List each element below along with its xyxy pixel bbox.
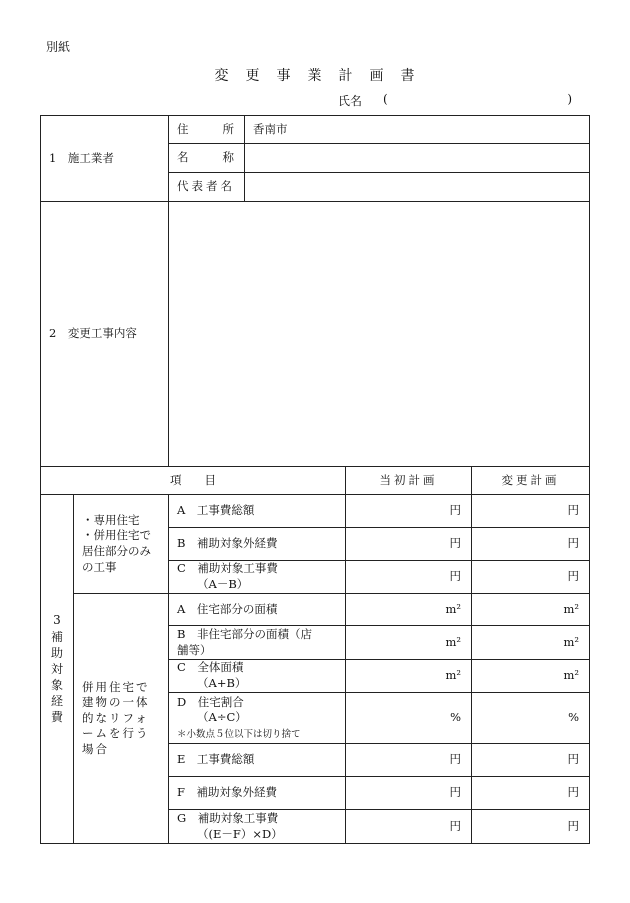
g2-row-b-line1: B 非住宅部分の面積（店	[177, 626, 312, 641]
sqm-unit: m²	[563, 668, 580, 683]
g1-row-b-label: B 補助対象外経費	[169, 528, 346, 561]
group1-line: ・専用住宅	[82, 512, 140, 527]
g2-row-f-changed[interactable]: 円	[472, 777, 590, 810]
page-title	[0, 65, 630, 85]
g2-row-b-line2: 舗等）	[177, 642, 212, 657]
g2-row-c-changed[interactable]	[472, 660, 590, 693]
close-paren: )	[567, 92, 572, 106]
annex-label: 別紙	[46, 40, 71, 54]
vertical-char: 補	[50, 629, 63, 644]
g2-row-g-label	[169, 810, 346, 844]
change-content-area[interactable]	[169, 202, 590, 467]
group1-description	[74, 495, 169, 594]
company-name-value[interactable]	[245, 144, 590, 173]
g1-row-a-label: A 工事費総額	[169, 495, 346, 528]
g2-row-d-initial[interactable]: %	[346, 693, 472, 744]
g2-row-e-changed[interactable]: 円	[472, 744, 590, 777]
title-char: 変	[214, 68, 230, 84]
representative-label: 代表者名	[169, 173, 245, 202]
g2-row-c-label	[169, 660, 346, 693]
group1-line: 居住部分のみ	[82, 544, 151, 558]
group2-description	[74, 594, 169, 844]
g2-row-f-label: F 補助対象外経費	[169, 777, 346, 810]
company-name-label-char: 名	[177, 150, 189, 165]
g1-row-b-initial[interactable]: 円	[346, 528, 472, 561]
item-header: 項 目	[41, 467, 346, 495]
representative-value[interactable]	[245, 173, 590, 202]
vertical-char: 3	[53, 613, 61, 628]
group2-line: 的なリフォ	[82, 710, 149, 725]
g2-row-f-initial[interactable]: 円	[346, 777, 472, 810]
g2-row-d-line2: （A÷C）	[197, 710, 247, 725]
applicant-name-line[interactable]	[338, 92, 578, 109]
open-paren: (	[383, 92, 388, 106]
address-label-char: 所	[222, 121, 235, 136]
g2-row-g-initial[interactable]: 円	[346, 810, 472, 844]
g2-row-b-initial[interactable]	[346, 626, 472, 660]
vertical-char: 経	[50, 694, 63, 709]
title-char: 更	[245, 68, 261, 84]
g2-row-d-note: ＊小数点５位以下は切り捨て	[177, 728, 301, 740]
title-char: 計	[338, 68, 354, 84]
plan-form-table	[40, 115, 590, 844]
g1-row-a-initial[interactable]: 円	[346, 495, 472, 528]
vertical-char: 象	[50, 678, 63, 693]
g2-row-b-changed[interactable]	[472, 626, 590, 660]
group1-line: の工事	[82, 559, 117, 574]
g2-row-e-label: E 工事費総額	[169, 744, 346, 777]
section3-vertical-label	[41, 495, 74, 844]
section1-label: 1 施工業者	[41, 116, 169, 202]
title-char: 書	[400, 68, 416, 84]
sqm-unit: m²	[445, 668, 462, 683]
g2-row-c-line1: C 全体面積	[177, 660, 244, 675]
address-label-char: 住	[177, 121, 189, 136]
title-char: 画	[369, 68, 385, 84]
group2-line: 建物の一体	[82, 695, 150, 710]
sqm-unit: m²	[445, 634, 462, 649]
g1-row-b-changed[interactable]: 円	[472, 528, 590, 561]
g2-row-g-changed[interactable]: 円	[472, 810, 590, 844]
g2-row-b-label	[169, 626, 346, 660]
g2-row-e-initial[interactable]: 円	[346, 744, 472, 777]
g2-row-d-label	[169, 693, 346, 744]
g1-row-c-label	[169, 561, 346, 594]
company-name-label-char: 称	[222, 150, 235, 165]
address-label-cell	[169, 116, 245, 144]
group1-line: ・併用住宅で	[82, 528, 151, 543]
initial-plan-header: 当初計画	[346, 467, 472, 495]
g1-row-c-initial[interactable]: 円	[346, 561, 472, 594]
g2-row-a-label: A 住宅部分の面積	[169, 594, 346, 626]
sqm-unit: m²	[563, 601, 580, 616]
g1-row-c-changed[interactable]: 円	[472, 561, 590, 594]
g2-row-g-line1: G 補助対象工事費	[177, 810, 279, 825]
group2-line: ームを行う	[82, 726, 150, 741]
address-value[interactable]: 香南市	[245, 116, 590, 144]
section2-label: 2 変更工事内容	[41, 202, 169, 467]
vertical-char: 対	[50, 661, 63, 676]
name-label: 氏名	[338, 94, 363, 108]
vertical-char: 費	[50, 710, 63, 725]
g1-row-c-line1: C 補助対象工事費	[177, 561, 278, 576]
sqm-unit: m²	[563, 634, 580, 649]
company-name-label-cell	[169, 144, 245, 173]
g2-row-c-line2: （A+B）	[197, 676, 247, 690]
title-char: 業	[307, 68, 323, 84]
sqm-unit: m²	[445, 601, 462, 616]
group2-line: 併用住宅で	[82, 679, 150, 694]
g2-row-a-initial[interactable]	[346, 594, 472, 626]
title-char: 事	[276, 68, 292, 84]
g2-row-a-changed[interactable]	[472, 594, 590, 626]
changed-plan-header: 変更計画	[472, 467, 590, 495]
g1-row-c-line2: （A－B）	[197, 577, 249, 591]
group2-line: 場合	[82, 741, 109, 756]
g2-row-d-line1: D 住宅割合	[177, 694, 244, 709]
g1-row-a-changed[interactable]: 円	[472, 495, 590, 528]
vertical-char: 助	[50, 645, 63, 660]
g2-row-d-changed[interactable]: %	[472, 693, 590, 744]
g2-row-g-line2: （(E－F）×D）	[197, 826, 283, 841]
g2-row-c-initial[interactable]	[346, 660, 472, 693]
